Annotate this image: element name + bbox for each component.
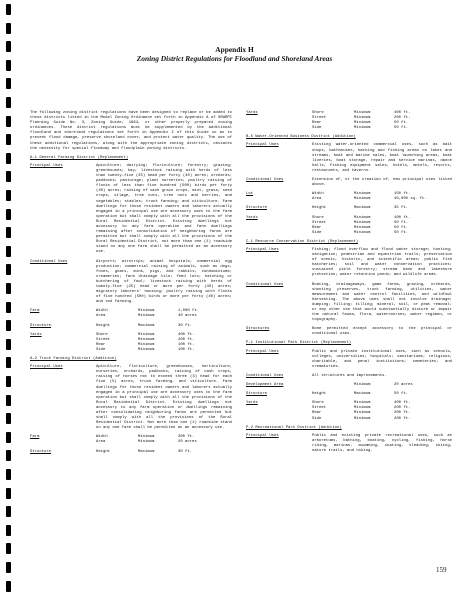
binding-hole <box>6 283 11 294</box>
binding-hole <box>6 581 11 592</box>
dimension: Street <box>312 116 327 121</box>
subheading-label: Principal Uses <box>30 163 63 168</box>
row-label: Lot <box>246 192 254 197</box>
qualifier: Minimum <box>138 337 155 342</box>
qualifier: Minimum <box>354 225 371 230</box>
binding-hole <box>6 246 11 257</box>
a2-yards-table <box>246 111 452 131</box>
section-heading-c1: C-1 Resource Conservation District (Replacement) <box>246 239 359 244</box>
intro-paragraph: The following zoning district regulations have been designed to replace or be added to those districts listed in the Model Zoning Ordinance set forth in Appendix A of SEWRPC Planning Guide No. 3, Zoning Guide, 1964, or other properly prepared zoning ordinances. These district regulations must be supplemented by the additional floodland and shoreland regulations set forth in Appendix I of this Guide so as to prevent flood damage, preserve shoreland cover, and protect water quality. The use of these additional regulations, along with the appropriate zoning districts, obviates the necessity for special floodway and floodplain zoning districts. <box>30 111 232 151</box>
binding-hole <box>6 395 11 406</box>
value: 200 ft. <box>394 116 411 121</box>
p1-conditional-uses <box>246 374 452 379</box>
subheading-label: Conditional Uses <box>246 282 284 287</box>
binding-hole <box>6 432 11 443</box>
row-label-cell <box>30 440 96 445</box>
p1-development-table <box>246 383 452 388</box>
binding-hole <box>6 227 11 238</box>
dimension: Height <box>312 206 327 211</box>
dimension: Side <box>312 416 322 421</box>
row-label-cell <box>246 417 312 422</box>
dimension: Rear <box>312 225 322 230</box>
b5-conditional-uses <box>246 178 452 188</box>
dimension: Height <box>96 449 111 454</box>
row-label: Yards <box>30 332 42 337</box>
value: 200 ft. <box>394 416 411 421</box>
table-row <box>246 206 452 211</box>
binding-hole <box>6 153 11 164</box>
value: 300 ft. <box>178 435 195 440</box>
subheading-label: Principal Uses <box>30 365 63 370</box>
value: 50 ft. <box>394 121 409 126</box>
dimension: Shore <box>312 401 324 406</box>
dimension: Side <box>312 230 322 235</box>
value: 100 ft. <box>178 342 195 347</box>
value: 50 ft. <box>394 230 409 235</box>
row-label-cell <box>246 383 312 388</box>
binding-hole <box>6 134 11 145</box>
subheading-text: Apiculture; dairying; floriculture; forestry; grazing; greenhouses; hay; livestock raising with herds of less than twenty-five (25) head per forty (40) acres; orchards; paddocks; pasturage; plant nurseries; poultry raising of flocks of less than five hundred (500) birds per forty (40) acres; raising of cash grain crops, mint, grass, seed crops, silage, tree nuts, tree nuts and berries, and vegetables; stables; truck farming; and viticulture. Farm dwellings for those resident owners and laborers actually engaged in a principal use are accessory uses to the farm operation but shall comply with all the provisions of the Rural Residential District. Existing dwellings not accessory to any farm operation and farm dwellings remaining after consolidation of neighboring farms are permitted but shall comply with all the provisions of the Rural Residential District, not more than one (1) roadside stand on any one farm shall be permitted as an accessory use. <box>96 163 232 255</box>
p2-principal-uses <box>246 434 452 454</box>
binding-hole <box>6 562 11 573</box>
dimension: Area <box>312 197 322 202</box>
qualifier: Minimum <box>138 440 155 445</box>
a1-yards-table <box>30 333 232 353</box>
binding-hole <box>6 543 11 554</box>
a2-principal-uses <box>30 365 232 431</box>
table-row <box>246 231 452 236</box>
table-row <box>246 383 452 388</box>
section-heading-a1: A-1 General Farming District (Replacement) <box>30 155 129 160</box>
dimension: Area <box>96 314 106 319</box>
binding-holes <box>6 4 12 596</box>
subheading-text: Public and private institutional uses, such as schools, colleges, universities; hospitals; sanitariums; religious, charitable, and penal institutions; cemeteries; and crematories. <box>312 349 452 369</box>
subheading-label: Conditional Uses <box>246 373 284 378</box>
binding-hole <box>6 23 11 34</box>
qualifier: Minimum <box>354 411 371 416</box>
binding-hole <box>6 97 11 108</box>
qualifier: Minimum <box>354 121 371 126</box>
subheading-text: Public and existing private recreational uses, such as arboretums, bathing, boating, cycling, fishing, horse riding, marinas, swimming, skating, sledding, skiing, nature trails, and hiking. <box>312 433 452 453</box>
section-heading-p1: P-1 Institutional Park District (Replacement) <box>246 341 352 346</box>
value: 150 ft. <box>394 192 411 197</box>
qualifier: Minimum <box>354 416 371 421</box>
table-row <box>246 417 452 422</box>
section-heading-p2: P-2 Recreational Park District (Addition) <box>246 425 342 430</box>
qualifier: Minimum <box>354 116 371 121</box>
binding-hole <box>6 78 11 89</box>
dimension: Shore <box>312 215 324 220</box>
qualifier: Minimum <box>138 347 155 352</box>
row-label: Structure <box>246 392 268 397</box>
left-column <box>30 111 232 459</box>
b5-lot-table <box>246 192 452 202</box>
binding-hole <box>6 506 11 517</box>
table-row <box>30 450 232 455</box>
dimension <box>312 383 354 388</box>
row-label: Farm <box>30 309 40 314</box>
value: 400 ft. <box>394 401 411 406</box>
dimension: Rear <box>312 411 322 416</box>
value: 30 ft. <box>178 449 193 454</box>
row-label-cell <box>30 324 96 329</box>
binding-hole <box>6 525 11 536</box>
subheading-label: Structures <box>246 327 270 332</box>
qualifier: Maximum <box>138 449 155 454</box>
dimension: Height <box>312 392 327 397</box>
qualifier: Minimum <box>354 126 371 131</box>
value: 40 acres <box>178 314 197 319</box>
row-label: Structure <box>30 323 52 328</box>
dimension: Side <box>96 347 106 352</box>
value: 400 ft. <box>178 332 195 337</box>
subheading-label: Conditional Uses <box>246 178 284 183</box>
row-label-cell <box>246 126 312 131</box>
dimension: Width <box>96 435 108 440</box>
qualifier: Minimum <box>138 332 155 337</box>
row-label-cell <box>246 392 312 397</box>
right-column <box>246 111 452 458</box>
table-row <box>30 324 232 329</box>
page-number: 159 <box>436 566 447 574</box>
binding-hole <box>6 357 11 368</box>
qualifier: Minimum <box>354 230 371 235</box>
value: 200 ft. <box>394 411 411 416</box>
value: 50 ft. <box>394 392 409 397</box>
row-label-cell <box>246 206 312 211</box>
b5-principal-uses <box>246 143 452 174</box>
qualifier: Maximum <box>354 206 371 211</box>
value: 50 ft. <box>394 225 409 230</box>
dimension: Street <box>312 220 327 225</box>
dimension: Width <box>96 309 108 314</box>
binding-hole <box>6 190 11 201</box>
table-row <box>30 348 232 353</box>
c1-conditional-uses <box>246 283 452 324</box>
binding-hole <box>6 320 11 331</box>
value: 1,000 ft. <box>178 309 200 314</box>
page-title: Zoning District Regulations for Floodland and Shoreland Areas <box>136 54 333 63</box>
dimension: Rear <box>96 342 106 347</box>
value: 100 ft. <box>178 347 195 352</box>
row-label: Yards <box>246 215 258 220</box>
value: 50 ft. <box>394 220 409 225</box>
qualifier: Minimum <box>354 111 371 115</box>
a1-farm-table <box>30 309 232 319</box>
subheading-text: Boating, drainageways, game farms, grazing, orchards, shooting preserves, truck farming, utilities, water measurement and water control facilities, and wildfowl harvesting. The above uses shall not involve drainage; dumping; filling; tilling; mineral, soil, or peat removal; or any other use that would substantially disturb or impair the natural fauna, flora, watercourses, water regimen, or topography. <box>312 282 452 323</box>
dimension: Shore <box>312 111 324 115</box>
row-label: Structure <box>30 449 52 454</box>
qualifier: Maximum <box>354 392 371 397</box>
qualifier: Minimum <box>354 215 371 220</box>
qualifier: Minimum <box>138 314 155 319</box>
qualifier: Minimum <box>354 192 371 197</box>
table-row <box>30 440 232 445</box>
binding-hole <box>6 302 11 313</box>
subheading-text: Airports; airstrips; animal hospitals; commercial egg production; commercial raising of animals, such as dogs, foxes, goats, mink, pigs, and rabbits; condominiums; creameries; farm drainage tile; feed lots; hatching or butchering of fowl; livestock raising with herds of twenty-five (25) head or more per forty (40) acres; migratory laborers' housing; poultry raising with flocks of five hundred (500) birds or more per forty (40) acres; and sod farming. <box>96 259 232 305</box>
subheading-label: Principal Uses <box>246 349 279 354</box>
table-row <box>246 197 452 202</box>
value: 30 ft. <box>178 323 193 328</box>
row-label: Farm <box>30 435 40 440</box>
value: 35 ft. <box>394 206 409 211</box>
section-heading-b5: B-5 Water-Oriented Business District (Addition) <box>246 135 356 140</box>
dimension: Street <box>96 337 111 342</box>
qualifier: Maximum <box>138 323 155 328</box>
qualifier: Minimum <box>354 406 371 411</box>
dimension: Street <box>312 406 327 411</box>
value: 100 ft. <box>394 215 411 220</box>
subheading-text: All structures and improvements. <box>312 373 387 378</box>
a1-structure-table <box>30 324 232 329</box>
value: 40,000 sq. ft. <box>394 197 427 202</box>
value: 200 ft. <box>178 337 195 342</box>
p1-structure-table <box>246 392 452 397</box>
subheading-label: Conditional Uses <box>30 259 68 264</box>
dimension: Rear <box>312 121 322 126</box>
binding-hole <box>6 339 11 350</box>
p1-principal-uses <box>246 350 452 370</box>
b5-yards-table <box>246 216 452 236</box>
table-row <box>246 392 452 397</box>
binding-hole <box>6 116 11 127</box>
binding-hole <box>6 469 11 480</box>
subheading-text: Existing water-oriented commercial uses, such as bait shops, bathhouses, bathing and fishing areas on lakes and streams, boat and marine sales, boat launching areas, boat liveries, boat storage, repair and service marinas, dance halls, fishing equipment sales, hotels, motels, resorts, restaurants, and taverns. <box>312 143 452 173</box>
table-row <box>30 314 232 319</box>
row-label: Development Area <box>246 383 284 388</box>
binding-hole <box>6 413 11 424</box>
a2-structure-table <box>30 450 232 455</box>
dimension: Height <box>96 323 111 328</box>
c1-principal-uses <box>246 248 452 279</box>
dimension: Width <box>312 192 324 197</box>
binding-hole <box>6 209 11 220</box>
row-label: Structure <box>246 206 268 211</box>
binding-hole <box>6 4 11 15</box>
subheading-text: Extension of, or the creation of, new principal uses listed above. <box>312 178 452 188</box>
qualifier: Minimum <box>138 342 155 347</box>
row-label-cell <box>30 450 96 455</box>
section-heading-a2: A-2 Truck Farming District (Addition) <box>30 357 117 362</box>
qualifier: Minimum <box>138 435 155 440</box>
subheading-text: Fishing; flood overflow and flood water storage; hunting; navigation; pedestrian and equestrian trails; preservation of scenic, historic, and scientific areas; public fish hatcheries; soil and water conservation practices; sustained yield forestry; stream bank and lakeshore protection; water retention ponds; and wildlife areas. <box>312 247 452 278</box>
a1-conditional-uses <box>30 260 232 306</box>
qualifier: Minimum <box>354 220 371 225</box>
binding-hole <box>6 488 11 499</box>
a1-principal-uses <box>30 164 232 256</box>
row-label-cell <box>30 348 96 353</box>
subheading-label: Principal Uses <box>246 433 279 438</box>
value: 20 acres <box>178 440 197 445</box>
value: 200 ft. <box>394 406 411 411</box>
binding-hole <box>6 376 11 387</box>
dimension: Side <box>312 126 322 131</box>
qualifier: Minimum <box>138 309 155 314</box>
subheading-text: Apiculture, floriculture, greenhouses, horticulture, nurseries, orchards, paddocks, raising of cash crops, raising of horses not to exceed three (3) head for each five (5) acres, truck farming, and viticulture. Farm dwellings for those resident owners and laborers actually engaged in a principal use are accessory uses to the farm operation but shall comply with all the provisions of the Rural Residential District. Existing dwellings not accessory to any farm operation or dwellings remaining after consolidating neighboring farms are permitted but shall comply with all the provisions of the Rural Residential District. Not more than one (1) roadside stand on any one farm shall be permitted as an accessory use. <box>96 365 232 431</box>
value: 20 acres <box>394 383 413 388</box>
subheading-label: Principal Uses <box>246 247 279 252</box>
p1-yards-table <box>246 401 452 421</box>
value: 50 ft. <box>394 126 409 131</box>
dimension: Shore <box>96 332 108 337</box>
value: 400 ft. <box>394 111 411 115</box>
row-label: Yards <box>246 401 258 406</box>
qualifier: Minimum <box>354 197 371 202</box>
table-row <box>246 126 452 131</box>
subheading-label: Principal Uses <box>246 143 279 148</box>
binding-hole <box>6 264 11 275</box>
qualifier: Minimum <box>354 401 371 406</box>
a2-farm-table <box>30 435 232 445</box>
row-label-cell <box>246 231 312 236</box>
subheading-text: None permitted except accessory to the principal or conditional uses. <box>312 327 452 337</box>
c1-structures <box>246 327 452 337</box>
b5-structure-table <box>246 206 452 211</box>
binding-hole <box>6 171 11 182</box>
row-label-cell <box>246 197 312 202</box>
dimension: Area <box>96 440 106 445</box>
qualifier: Minimum <box>354 383 371 388</box>
row-label-cell <box>30 314 96 319</box>
appendix-label: Appendix H <box>215 45 254 54</box>
binding-hole <box>6 450 11 461</box>
row-label: Yards <box>246 111 258 115</box>
